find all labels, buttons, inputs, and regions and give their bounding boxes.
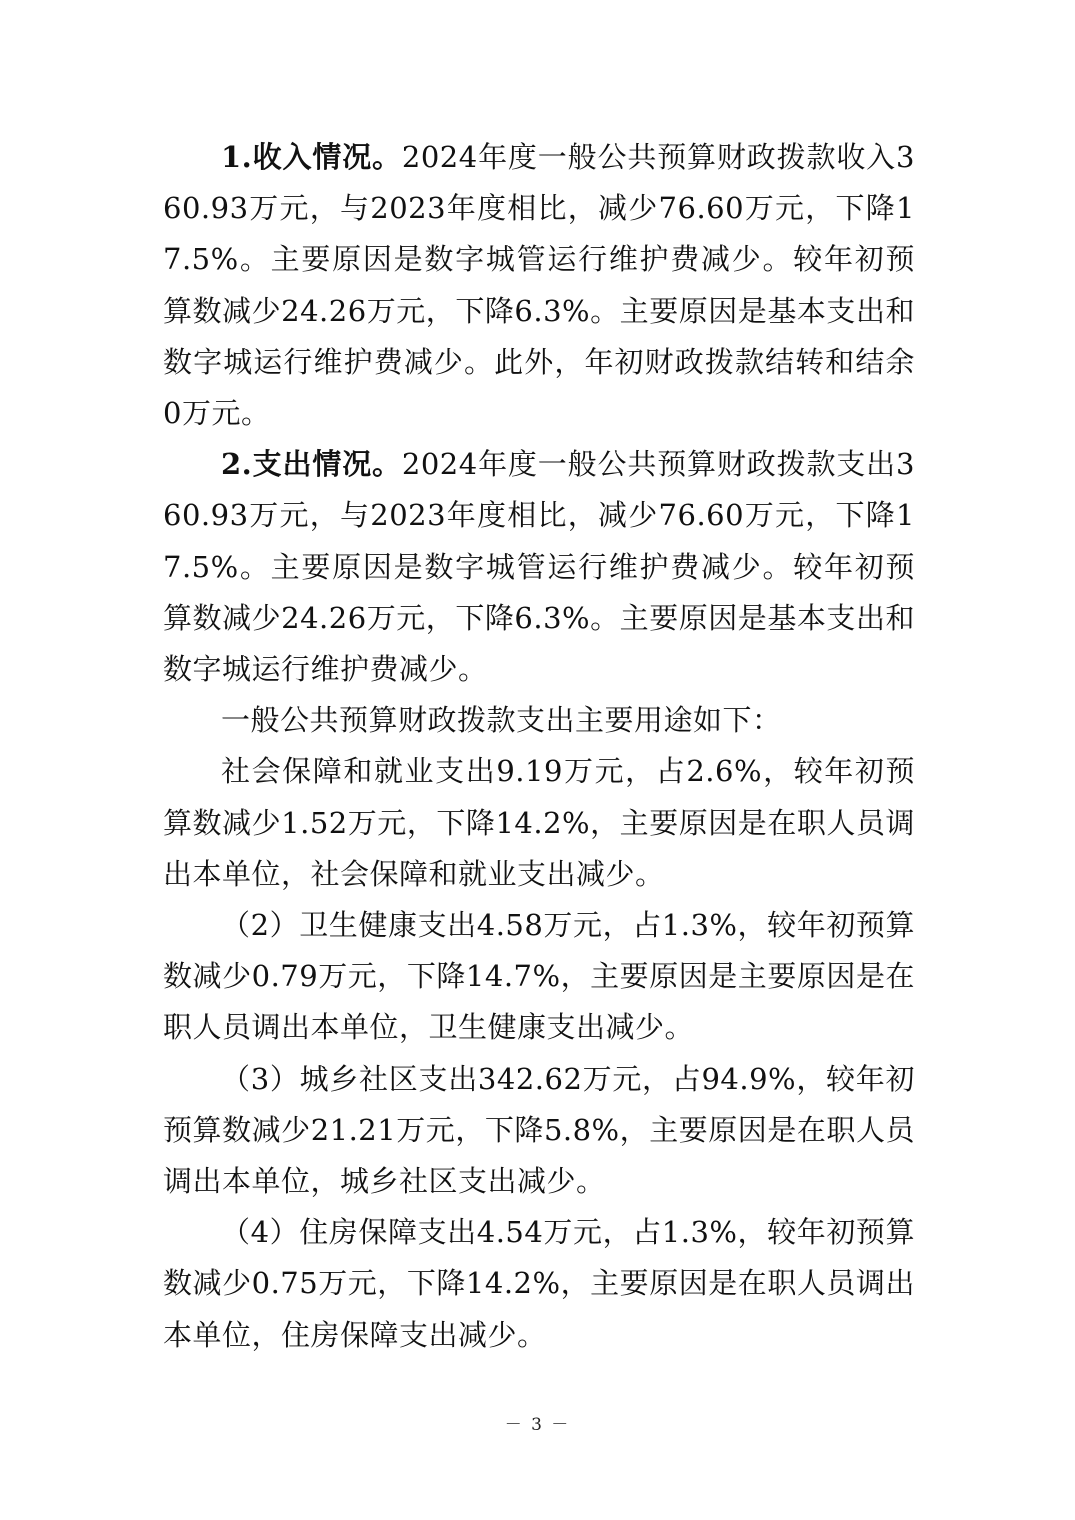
uses-intro: 一般公共预算财政拨款支出主要用途如下： <box>221 703 782 738</box>
item-health: （2）卫生健康支出4.58万元，占1.3%，较年初预算数减少0.79万元，下降14.7%，主要原因是主要原因是在职人员调出本单位，卫生健康支出减少。 <box>163 908 915 1045</box>
item-housing: （4）住房保障支出4.54万元，占1.3%，较年初预算数减少0.75万元，下降14.2%，主要原因是在职人员调出本单位，住房保障支出减少。 <box>163 1215 915 1352</box>
item-social-security: 社会保障和就业支出9.19万元，占2.6%，较年初预算数减少1.52万元，下降14.2%，主要原因是在职人员调出本单位，社会保障和就业支出减少。 <box>163 754 915 891</box>
expense-text: 2024年度一般公共预算财政拨款支出360.93万元，与2023年度相比，减少76.60万元，下降17.5%。主要原因是数字城管运行维护费减少。较年初预算数减少24.26万元，下降6.3%。主要原因是基本支出和数字城运行维护费减少。 <box>163 447 915 687</box>
expense-heading: 2.支出情况。 <box>221 447 402 482</box>
income-heading: 1.收入情况。 <box>221 140 402 174</box>
page-number: － 3 － <box>504 1415 571 1435</box>
income-paragraph <box>163 132 915 439</box>
income-text: 2024年度一般公共预算财政拨款收入360.93万元，与2023年度相比，减少76.60万元，下降17.5%。主要原因是数字城管运行维护费减少。较年初预算数减少24.26万元，下降6.3%。主要原因是基本支出和数字城运行维护费减少。此外，年初财政拨款结转和结余0万元。 <box>163 140 915 431</box>
expense-paragraph <box>163 439 915 695</box>
document-body <box>163 132 915 1361</box>
item-urban-rural: （3）城乡社区支出342.62万元，占94.9%，较年初预算数减少21.21万元，下降5.8%，主要原因是在职人员调出本单位，城乡社区支出减少。 <box>163 1061 915 1199</box>
